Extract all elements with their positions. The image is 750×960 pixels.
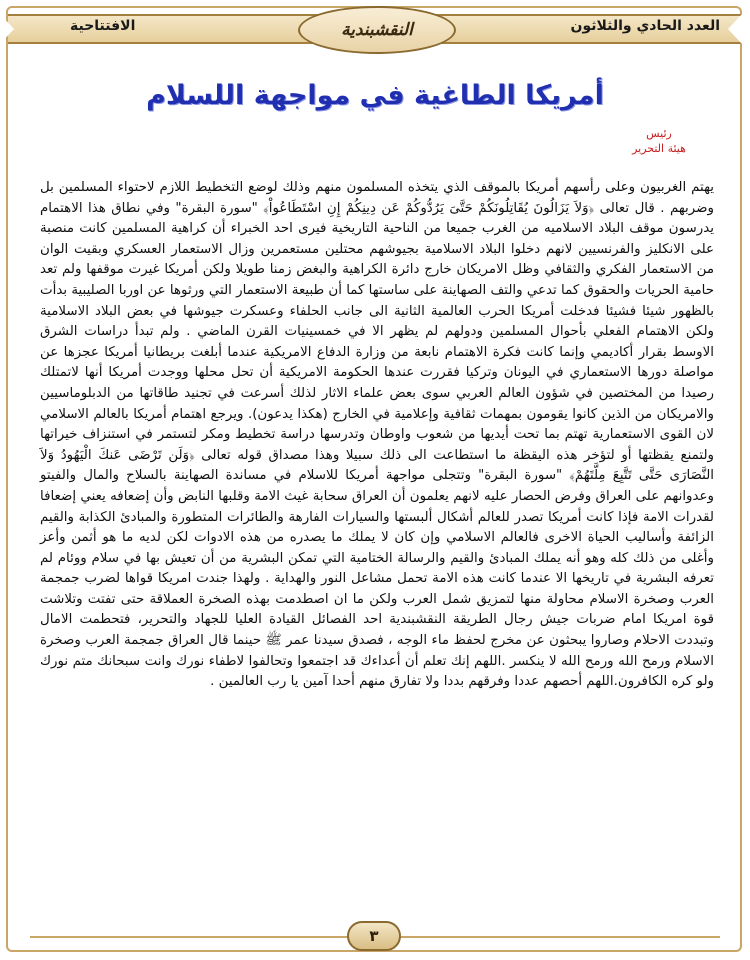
emblem-text: النقشبندية (341, 20, 413, 40)
author-byline (624, 126, 694, 156)
page-footer (0, 916, 750, 956)
article-title: أمريكا الطاغية في مواجهة اللسلام (146, 80, 604, 111)
page-number: ٣ (347, 921, 401, 951)
magazine-emblem (298, 6, 456, 54)
ribbon-tail-right (728, 14, 742, 44)
article-body (40, 178, 714, 693)
ribbon-tail-left (0, 14, 14, 44)
article-paragraph: يهتم الغربيون وعلى رأسهم أمريكا بالموقف الذي يتخذه المسلمون منهم وذلك لوضع التخطيط اللازم لاحتواء المسلمين بل وضربهم . قال تعالى ﴿وَلاَ يَزَالُونَ يُقَاتِلُونَكُمْ حَتَّىَ يَرُدُّوكُمْ عَن دِينِكُمْ إِنِ اسْتَطَاعُواْ﴾ "سورة البقرة" وفي نطاق هذا الاهتمام يدرسون موقف البلاد الاسلاميه من الغرب جميعا من الناحية التاريخية فيرى احد الخبراء أن كراهية المسلمين كانت منصبة على الانكليز والفرنسيين لانهم دخلوا البلاد الاسلامية بجيوشهم محتلين مستعمرين وزال الاستعمار العسكري وبقيت الوان من الاستعمار الفكري والثقافي وظل الامريكان خارج دائرة الكراهية والبغض زمنا طويلا ولكن أمريكا غيرت موقفها ولم تعد حامية الحريات والحقوق كما تدعي والتف الصهاينة على ساستها كما أن طبيعة الاستعمار التي ورثوها عن اوربا الصليبية بدأت بالظهور شيئا فشيئا فدخلت أمريكا الحرب العالمية الثانية الى جانب الحلفاء وعسكرت جيوشها في بعض البلاد الاسلامية ولكن الاهتمام الفعلي بأحوال المسلمين ودولهم لم يظهر الا في خمسينيات القرن الماضي . ولم تبدأ دراسات الشرق الاوسط بقرار أكاديمي وإنما كانت فكرة الاهتمام نابعة من وزارة الدفاع الامريكية عندما أبلغت بريطانيا أمريكا عجزها عن مواصلة دورها الاستعماري في اليونان وتركيا فقررت عندها الحكومة الامريكية أن تحل محلها ووجدت أمريكا أنها لاتمتلك رصيدا من المختصين في شؤون العالم العربي سوى بعض علماء الاثار لذلك أسرعت في تجنيد طاقاتها من الدبلوماسيين والامريكان من الذين كانوا يقومون بمهمات ثقافية وإعلامية في الخارج (هكذا يدعون). ويرجع اهتمام أمريكا بالعالم الاسلامي لان القوى الاستعمارية تهتم بما تحت أيديها من شعوب واوطان وتدرسها دراسة تخطيط ومكر لتستمر في استنزاف خيراتها ولتمنع يقظتها أو لتؤخر هذه اليقظة ما استطاعت الى ذلك سبيلا وهذا مصداق قوله تعالى ﴿وَلَن تَرْضَى عَنكَ الْيَهُودُ وَلاَ النَّصَارَى حَتَّى تَتَّبِعَ مِلَّتَهُمْ﴾ "سورة البقرة" وتتجلى مواجهة أمريكا للاسلام في مساندة الصهاينة بالسلاح والمال والفيتو وعدوانهم على العراق وفرض الحصار عليه لانهم يعلمون أن العراق سحابة غيث الامة وقلبها النابض وأن إضعافه يعني إضعافا لقدرات الامة فإذا كانت أمريكا تصدر للعالم أشكال ألبستها والسيارات الفارهة والطائرات المتطورة والمبادئ الكذابة والقيم الزائفة وأساليب الحياة الاخرى فالعالم الاسلامي وإن كان لا يملك ما يصدره من هذه الادوات لكن لديه ما هو أثمن وأعز وأغلى من ذلك كله وهو أنه يملك المبادئ والقيم والرسالة الختامية التي تمكن البشرية من أن تعيش بها في سلام ووئام لم تعرفه البشرية في تاريخها الا عندما كانت هذه الامة تحمل مشاعل النور والهداية . ولهذا جندت امريكا قواها لضرب جمجمة العرب وصخرة الاسلام محاولة منها لتمزيق شمل العرب ولكن ما ان اصطدمت بهذه الصخرة العملاقة حتى تفتت وتلاشت قوة امريكا امام ضربات جيش رجال الطريقة النقشبندية احد الفصائل القيادة العليا للجهاد والتحرير، فتحطمت الامال وتبددت الاحلام وصاروا يبحثون عن مخرج لحفظ ماء الوجه ، فصدق سيدنا عمر ﷺ حينما قال العراق جمجمة العرب وصخرة الاسلام ورمح الله ورمح الله لا ينكسر .اللهم إنك تعلم أن أعداءك قد اجتمعوا وتحالفوا لاطفاء نورك وانت سبحانك متم نورك ولو كره الكافرون.اللهم أحصهم عددا وفرقهم بددا ولا تفارق منهم أحدا آمين يا رب العالمين . (40, 180, 714, 690)
author-line-1: رئيس (646, 127, 672, 140)
author-line-2: هيئة التحرير (632, 142, 686, 155)
issue-label: العدد الحادي والثلاثون (570, 18, 720, 34)
section-label: الافتتاحية (70, 18, 136, 34)
